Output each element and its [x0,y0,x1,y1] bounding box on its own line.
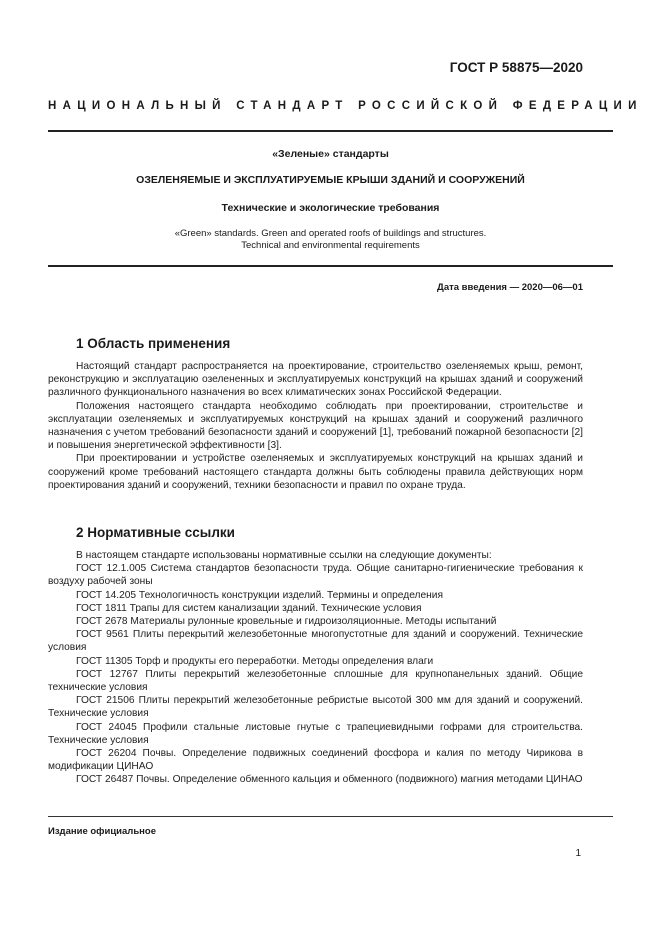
footer-divider [48,816,613,817]
reference-item: ГОСТ 12.1.005 Система стандартов безопасности труда. Общие санитарно-гигиенические требования к воздуху рабочей зоны [48,563,583,588]
references-intro: В настоящем стандарте использованы нормативные ссылки на следующие документы: [76,550,492,561]
title-divider [48,265,613,267]
reference-item: ГОСТ 2678 Материалы рулонные кровельные и гидроизоляционные. Методы испытаний [76,616,497,628]
official-edition-label: Издание официальное [48,826,156,837]
section-1-paragraph: Настоящий стандарт распространяется на проектирование, строительство озеленяемых крыш, ремонт, реконструкцию и эксплуатацию озелененных и эксплуатируемых конструкций на крышах зданий и сооружений различного функционального назначения во всех климатических зонах Российской Федерации. [48,361,583,399]
section-2-heading: 2 Нормативные ссылки [76,525,235,540]
standard-number: ГОСТ Р 58875—2020 [449,60,583,75]
reference-item: ГОСТ 26204 Почвы. Определение подвижных соединений фосфора и калия по методу Чирикова в модификации ЦИНАО [48,748,583,773]
reference-item: ГОСТ 12767 Плиты перекрытий железобетонные сплошные для крупнопанельных зданий. Общие технические условия [48,668,583,694]
section-1-body [48,360,583,492]
section-1-paragraph: Положения настоящего стандарта необходимо соблюдать при проектировании, строительстве и эксплуатации озеленяемых и эксплуатируемых конструкций на крышах зданий и сооружений различного назначения с учетом требований безопасности зданий и сооружений [1], требований пожарной безопасности [2] и повышения энергетической эффективности [3]. [48,400,583,452]
document-subtitle: Технические и экологические требования [221,202,440,214]
reference-item: ГОСТ 14.205 Технологичность конструкции изделий. Термины и определения [76,589,443,601]
section-1-paragraph: При проектировании и устройстве озеленяемых и эксплуатируемых конструкций на крышах зданий и сооружений кроме требований настоящего стандарта должны быть соблюдены правила действующих норм проектирования зданий и сооружений, техники безопасности и правил по охране труда. [48,453,583,491]
national-standard-banner: НАЦИОНАЛЬНЫЙ СТАНДАРТ РОССИЙСКОЙ ФЕДЕРАЦИИ [48,100,643,112]
reference-item: ГОСТ 1811 Трапы для систем канализации зданий. Технические условия [76,602,422,614]
standard-series: «Зеленые» стандарты [272,148,389,160]
page-number: 1 [575,848,581,859]
english-title-line-1: «Green» standards. Green and operated roofs of buildings and structures. [174,228,487,239]
introduction-date: Дата введения — 2020—06—01 [437,282,583,293]
section-1-heading: 1 Область применения [76,336,231,351]
reference-item: ГОСТ 26487 Почвы. Определение обменного кальция и обменного (подвижного) магния методами ЦИНАО [76,774,583,786]
english-title-line-2: Technical and environmental requirements [241,240,420,251]
document-title: ОЗЕЛЕНЯЕМЫЕ И ЭКСПЛУАТИРУЕМЫЕ КРЫШИ ЗДАНИЙ И СООРУЖЕНИЙ [136,174,525,186]
reference-item: ГОСТ 21506 Плиты перекрытий железобетонные ребристые высотой 300 мм для зданий и сооружений. Технические условия [48,695,583,720]
reference-item: ГОСТ 11305 Торф и продукты его переработки. Методы определения влаги [76,655,434,667]
reference-item: ГОСТ 24045 Профили стальные листовые гнутые с трапециевидными гофрами для строительства. Технические условия [48,721,583,746]
header-divider [48,130,613,132]
reference-item: ГОСТ 9561 Плиты перекрытий железобетонные многопустотные для зданий и сооружений. Технические условия [48,629,583,654]
normative-references-list [48,549,583,787]
